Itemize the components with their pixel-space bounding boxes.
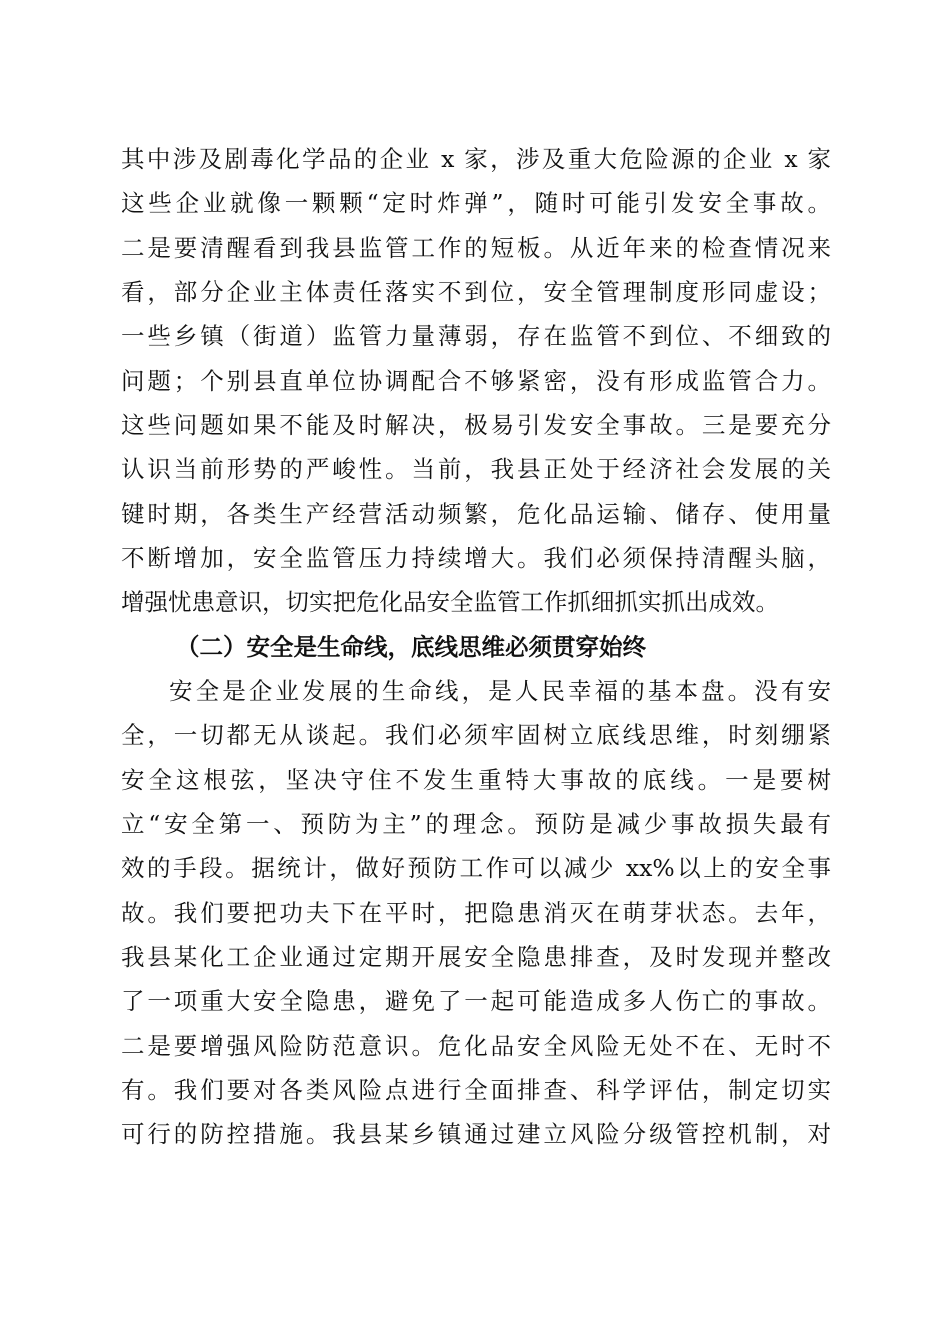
text-line: 看，部分企业主体责任落实不到位，安全管理制度形同虚设； <box>121 277 831 306</box>
paragraph-safety-lifeline <box>121 669 831 1157</box>
text-line: 故。我们要把功夫下在平时，把隐患消灭在萌芽状态。去年， <box>121 898 831 927</box>
text-line: 了一项重大安全隐患，避免了一起可能造成多人伤亡的事故。 <box>121 987 831 1016</box>
text-line: 二是要增强风险防范意识。危化品安全风险无处不在、无时不 <box>121 1031 831 1060</box>
text-line: 安全是企业发展的生命线，是人民幸福的基本盘。没有安 <box>169 676 831 705</box>
text-line: 效的手段。据统计，做好预防工作可以减少 xx%以上的安全事 <box>121 854 831 883</box>
document-body <box>121 137 831 1157</box>
text-line: 键时期，各类生产经营活动频繁，危化品运输、储存、使用量 <box>121 499 831 528</box>
text-line: 立“安全第一、预防为主”的理念。预防是减少事故损失最有 <box>121 809 831 838</box>
text-line: 这些问题如果不能及时解决，极易引发安全事故。三是要充分 <box>121 410 831 439</box>
text-line: 增强忧患意识，切实把危化品安全监管工作抓细抓实抓出成效。 <box>121 588 779 617</box>
text-line: 问题；个别县直单位协调配合不够紧密，没有形成监管合力。 <box>121 366 831 395</box>
paragraph-continued <box>121 137 831 625</box>
section-heading: （二）安全是生命线，底线思维必须贯穿始终 <box>176 632 646 661</box>
text-line: 我县某化工企业通过定期开展安全隐患排查，及时发现并整改 <box>121 942 831 971</box>
text-line: 二是要清醒看到我县监管工作的短板。从近年来的检查情况来 <box>121 233 831 262</box>
text-line: 一些乡镇（街道）监管力量薄弱，存在监管不到位、不细致的 <box>121 322 831 351</box>
text-line: 认识当前形势的严峻性。当前，我县正处于经济社会发展的关 <box>121 455 831 484</box>
text-line: 安全这根弦，坚决守住不发生重特大事故的底线。一是要树 <box>121 765 831 794</box>
text-line: 这些企业就像一颗颗“定时炸弹”，随时可能引发安全事故。 <box>121 189 831 218</box>
text-line: 其中涉及剧毒化学品的企业 x 家，涉及重大危险源的企业 x 家 <box>121 145 831 173</box>
text-line: 有。我们要对各类风险点进行全面排查、科学评估，制定切实 <box>121 1075 831 1104</box>
text-line: 可行的防控措施。我县某乡镇通过建立风险分级管控机制，对 <box>121 1120 831 1149</box>
text-line: 不断增加，安全监管压力持续增大。我们必须保持清醒头脑， <box>121 543 831 572</box>
text-line: 全，一切都无从谈起。我们必须牢固树立底线思维，时刻绷紧 <box>121 721 831 750</box>
